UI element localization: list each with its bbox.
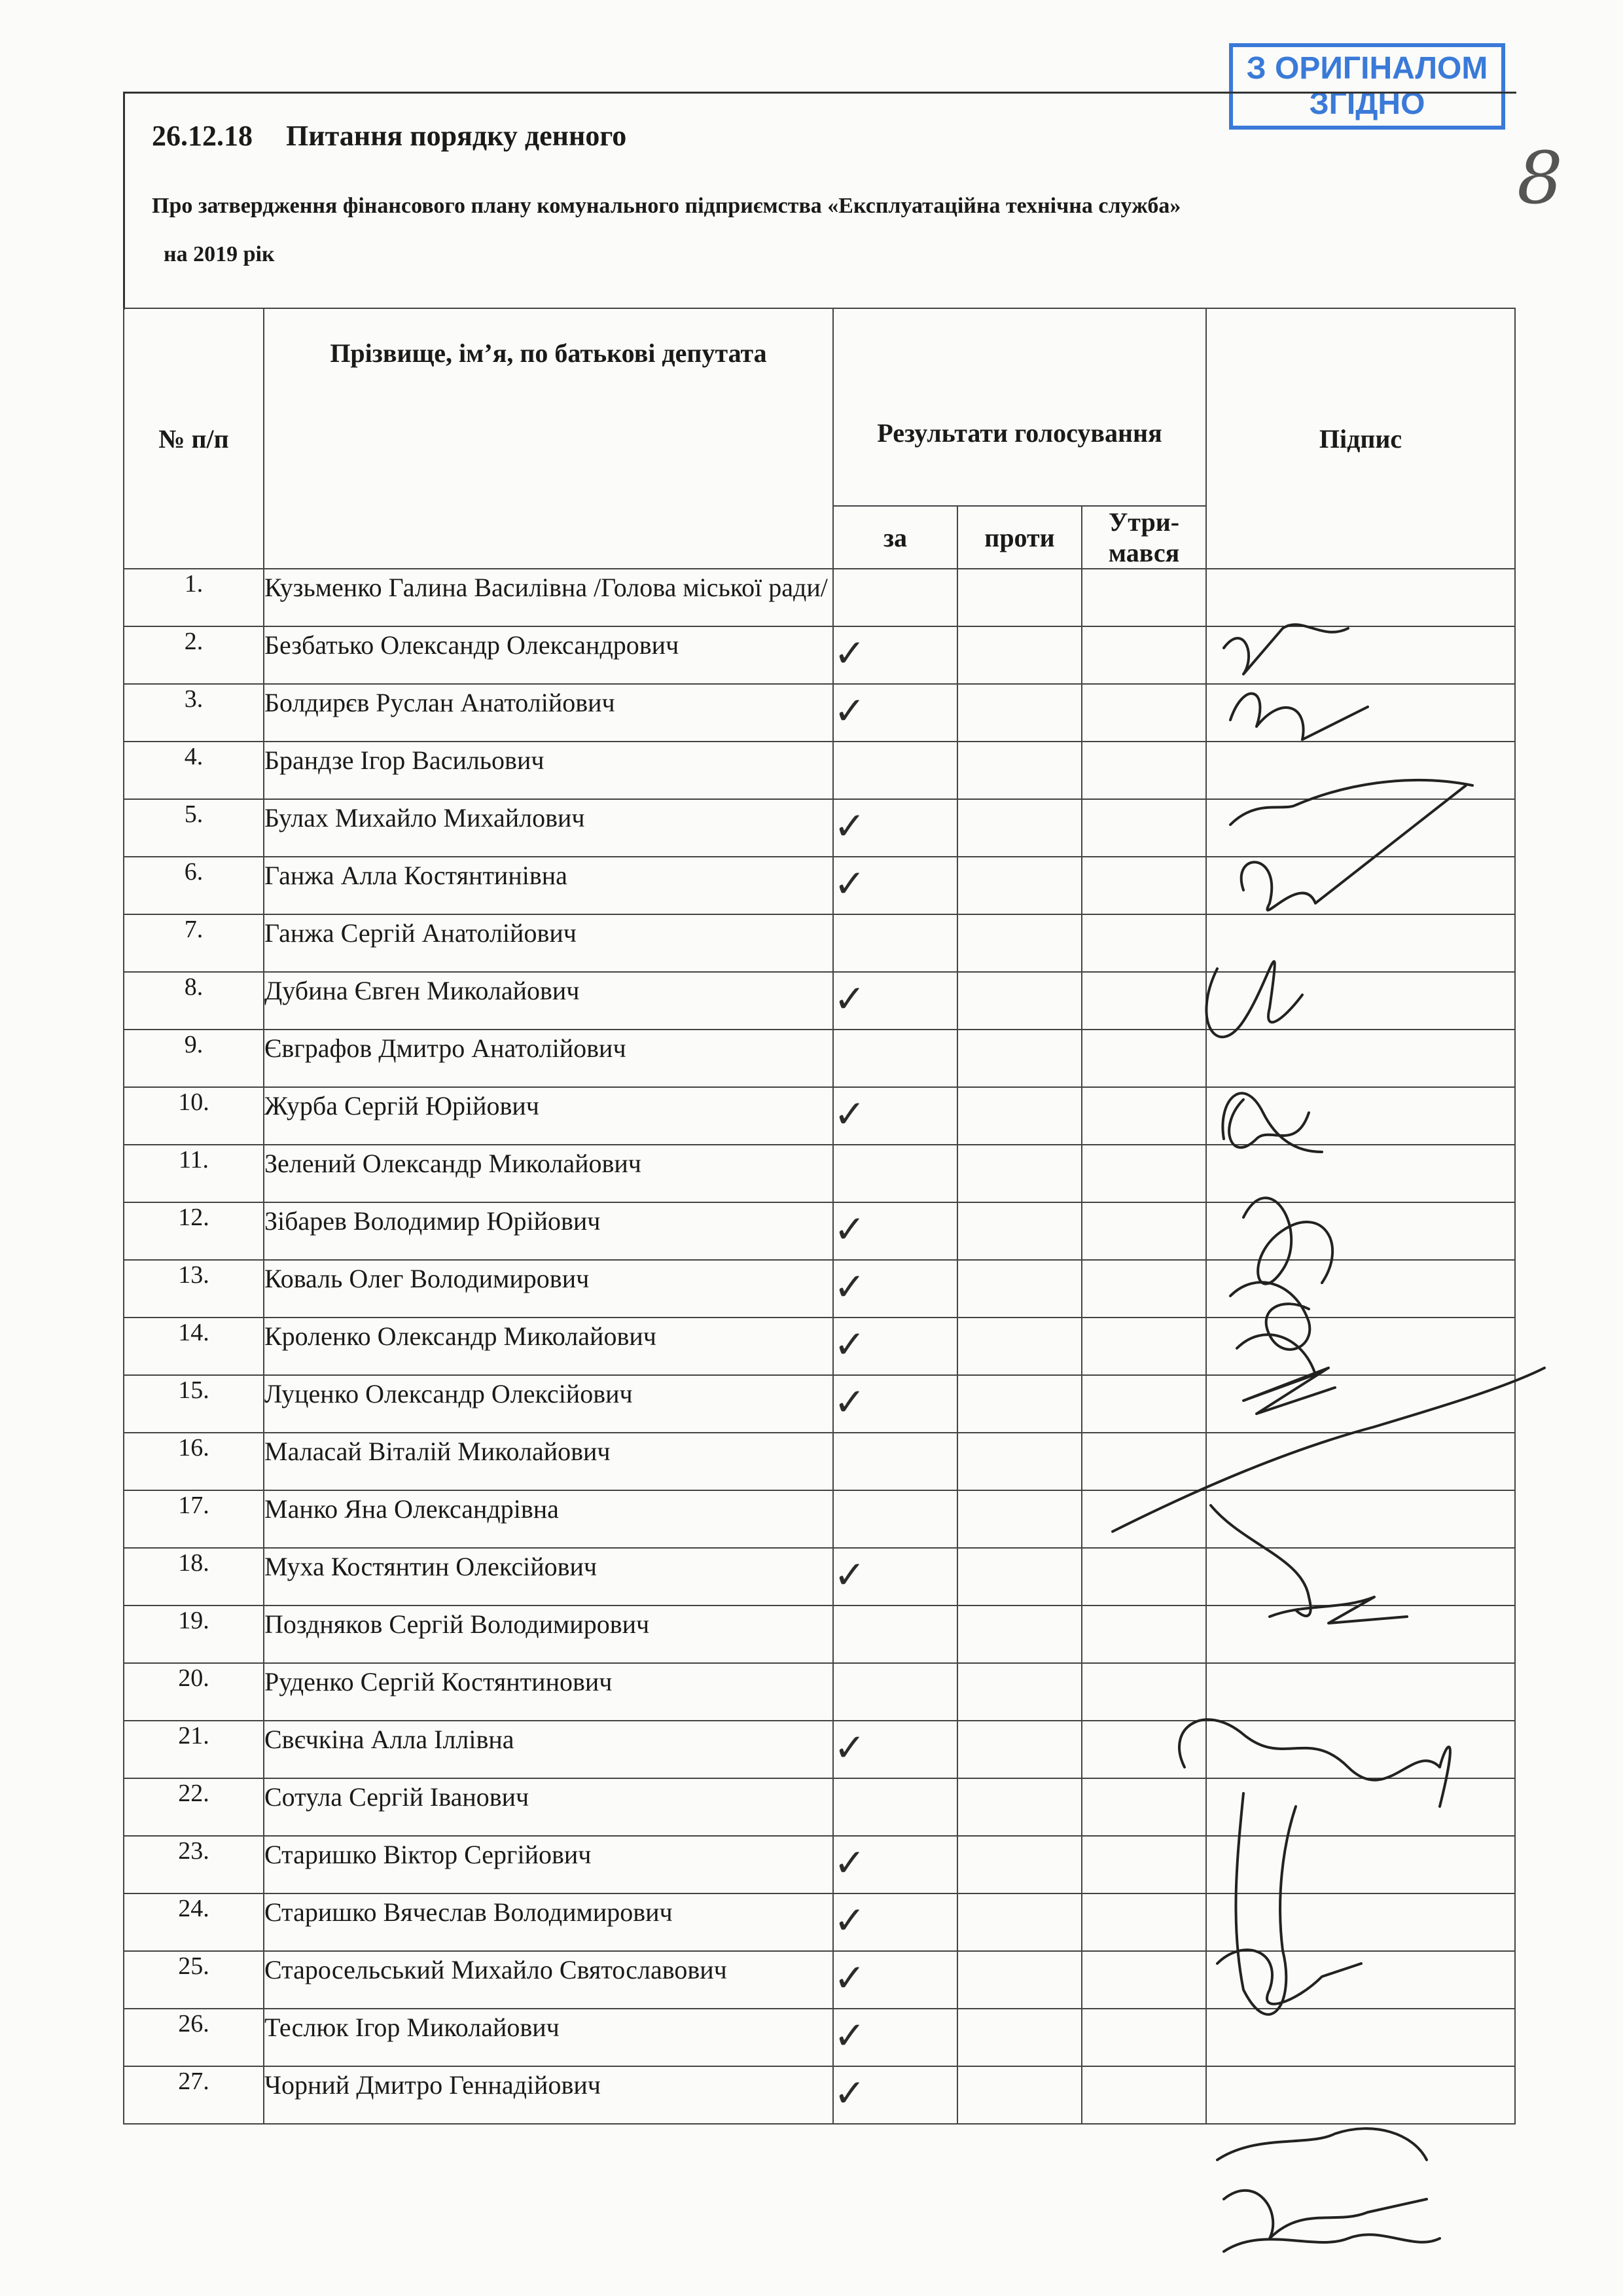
vote-for-cell (833, 1433, 957, 1490)
deputy-name: Євграфов Дмитро Анатолійович (264, 1030, 833, 1087)
vote-abstained-cell (1082, 1318, 1206, 1375)
vote-for-cell: ✓ (833, 799, 957, 857)
table-row (124, 1836, 1515, 1893)
deputy-name: Сотула Сергій Іванович (264, 1778, 833, 1836)
vote-for-cell: ✓ (833, 1087, 957, 1145)
table-row (124, 2066, 1515, 2124)
table-row (124, 1605, 1515, 1663)
row-number: 14. (124, 1318, 264, 1375)
vote-for-cell: ✓ (833, 626, 957, 684)
vote-against-cell (957, 1836, 1082, 1893)
signature-cell (1206, 1778, 1515, 1836)
vote-against-cell (957, 1433, 1082, 1490)
vote-abstained-cell (1082, 799, 1206, 857)
signature-cell (1206, 1605, 1515, 1663)
row-number: 5. (124, 799, 264, 857)
table-row (124, 1663, 1515, 1721)
table-row (124, 1318, 1515, 1375)
row-number: 26. (124, 2009, 264, 2066)
table-row (124, 1087, 1515, 1145)
header-abstained: Утри-мався (1082, 506, 1206, 569)
vote-abstained-cell (1082, 1951, 1206, 2009)
vote-against-cell (957, 1548, 1082, 1605)
vote-for-cell (833, 742, 957, 799)
signature-cell (1206, 2009, 1515, 2066)
vote-abstained-cell (1082, 1030, 1206, 1087)
table-row (124, 684, 1515, 742)
vote-for-cell (833, 1778, 957, 1836)
signature-cell (1206, 1375, 1515, 1433)
vote-abstained-cell (1082, 1490, 1206, 1548)
signature-cell (1206, 2066, 1515, 2124)
vote-against-cell (957, 972, 1082, 1030)
vote-against-cell (957, 626, 1082, 684)
signature-cell (1206, 972, 1515, 1030)
vote-against-cell (957, 1318, 1082, 1375)
deputy-name: Ганжа Сергій Анатолійович (264, 914, 833, 972)
signature-cell (1206, 1260, 1515, 1318)
signature-cell (1206, 1663, 1515, 1721)
row-number: 11. (124, 1145, 264, 1202)
table-row (124, 1030, 1515, 1087)
vote-abstained-cell (1082, 1202, 1206, 1260)
vote-against-cell (957, 1951, 1082, 2009)
vote-for-cell: ✓ (833, 684, 957, 742)
row-number: 15. (124, 1375, 264, 1433)
signature-cell (1206, 1548, 1515, 1605)
vote-against-cell (957, 914, 1082, 972)
voting-table (123, 308, 1516, 2125)
vote-against-cell (957, 569, 1082, 626)
header-number: № п/п (124, 308, 264, 569)
vote-for-cell (833, 1490, 957, 1548)
signature-cell (1206, 742, 1515, 799)
vote-against-cell (957, 2009, 1082, 2066)
vote-abstained-cell (1082, 1721, 1206, 1778)
vote-for-cell: ✓ (833, 1951, 957, 2009)
vote-against-cell (957, 1893, 1082, 1951)
vote-against-cell (957, 1778, 1082, 1836)
vote-for-cell: ✓ (833, 1893, 957, 1951)
agenda-year: на 2019 рік (164, 242, 275, 266)
signature-cell (1206, 1893, 1515, 1951)
vote-against-cell (957, 799, 1082, 857)
row-number: 25. (124, 1951, 264, 2009)
header-signature: Підпис (1206, 308, 1515, 569)
deputy-name: Ганжа Алла Костянтинівна (264, 857, 833, 914)
row-number: 18. (124, 1548, 264, 1605)
table-row (124, 569, 1515, 626)
table-row (124, 1260, 1515, 1318)
table-row (124, 626, 1515, 684)
deputy-name: Старосельський Михайло Святославович (264, 1951, 833, 2009)
vote-abstained-cell (1082, 1605, 1206, 1663)
agenda-subject: Про затвердження фінансового плану комунального підприємства «Експлуатаційна технічна служба» (152, 194, 1181, 218)
vote-abstained-cell (1082, 569, 1206, 626)
table-row (124, 1548, 1515, 1605)
signature-cell (1206, 626, 1515, 684)
table-row (124, 1433, 1515, 1490)
vote-for-cell: ✓ (833, 1721, 957, 1778)
vote-for-cell: ✓ (833, 1260, 957, 1318)
deputy-name: Зібарев Володимир Юрійович (264, 1202, 833, 1260)
signature-cell (1206, 569, 1515, 626)
deputy-name: Журба Сергій Юрійович (264, 1087, 833, 1145)
row-number: 4. (124, 742, 264, 799)
vote-against-cell (957, 1605, 1082, 1663)
signature-cell (1206, 1433, 1515, 1490)
header-against: проти (957, 506, 1082, 569)
signature-cell (1206, 1145, 1515, 1202)
vote-for-cell (833, 1145, 957, 1202)
table-row (124, 1721, 1515, 1778)
row-number: 3. (124, 684, 264, 742)
vote-abstained-cell (1082, 914, 1206, 972)
signature-cell (1206, 1030, 1515, 1087)
signature-cell (1206, 1202, 1515, 1260)
row-number: 27. (124, 2066, 264, 2124)
vote-against-cell (957, 742, 1082, 799)
vote-abstained-cell (1082, 1548, 1206, 1605)
deputy-name: Теслюк Ігор Миколайович (264, 2009, 833, 2066)
vote-against-cell (957, 1375, 1082, 1433)
row-number: 22. (124, 1778, 264, 1836)
table-row (124, 2009, 1515, 2066)
table-row (124, 1375, 1515, 1433)
deputy-name: Маласай Віталій Миколайович (264, 1433, 833, 1490)
signature-mark (1224, 2234, 1440, 2251)
deputy-name: Старишко Вячеслав Володимирович (264, 1893, 833, 1951)
table-row (124, 914, 1515, 972)
vote-against-cell (957, 1202, 1082, 1260)
meeting-date: 26.12.18 (152, 120, 253, 152)
vote-abstained-cell (1082, 626, 1206, 684)
vote-against-cell (957, 857, 1082, 914)
deputy-name: Луценко Олександр Олексійович (264, 1375, 833, 1433)
vote-abstained-cell (1082, 1375, 1206, 1433)
vote-against-cell (957, 1030, 1082, 1087)
vote-abstained-cell (1082, 2009, 1206, 2066)
deputy-name: Руденко Сергій Костянтинович (264, 1663, 833, 1721)
row-number: 12. (124, 1202, 264, 1260)
vote-against-cell (957, 1145, 1082, 1202)
table-row (124, 742, 1515, 799)
vote-for-cell: ✓ (833, 2009, 957, 2066)
vote-abstained-cell (1082, 1087, 1206, 1145)
deputy-name: Дубина Євген Миколайович (264, 972, 833, 1030)
vote-for-cell (833, 1605, 957, 1663)
header-for: за (833, 506, 957, 569)
vote-abstained-cell (1082, 1836, 1206, 1893)
table-row (124, 1145, 1515, 1202)
vote-for-cell: ✓ (833, 857, 957, 914)
vote-abstained-cell (1082, 1260, 1206, 1318)
table-row (124, 1202, 1515, 1260)
deputy-name: Зелений Олександр Миколайович (264, 1145, 833, 1202)
deputy-name: Чорний Дмитро Геннадійович (264, 2066, 833, 2124)
vote-for-cell: ✓ (833, 1375, 957, 1433)
sheet-number: 8 (1517, 136, 1563, 220)
row-number: 9. (124, 1030, 264, 1087)
row-number: 17. (124, 1490, 264, 1548)
table-row (124, 1951, 1515, 2009)
vote-for-cell: ✓ (833, 972, 957, 1030)
vote-for-cell (833, 1030, 957, 1087)
row-number: 24. (124, 1893, 264, 1951)
deputy-name: Кроленко Олександр Миколайович (264, 1318, 833, 1375)
deputy-name: Свєчкіна Алла Іллівна (264, 1721, 833, 1778)
deputy-name: Брандзе Ігор Васильович (264, 742, 833, 799)
table-row (124, 799, 1515, 857)
row-number: 7. (124, 914, 264, 972)
vote-against-cell (957, 1087, 1082, 1145)
row-number: 8. (124, 972, 264, 1030)
signature-cell (1206, 799, 1515, 857)
vote-for-cell: ✓ (833, 1202, 957, 1260)
agenda-title (152, 119, 626, 152)
row-number: 23. (124, 1836, 264, 1893)
vote-abstained-cell (1082, 972, 1206, 1030)
row-number: 1. (124, 569, 264, 626)
agenda-heading: Питання порядку денного (286, 120, 627, 152)
vote-abstained-cell (1082, 1433, 1206, 1490)
row-number: 21. (124, 1721, 264, 1778)
signature-cell (1206, 1836, 1515, 1893)
vote-abstained-cell (1082, 742, 1206, 799)
row-number: 10. (124, 1087, 264, 1145)
deputy-name: Болдирєв Руслан Анатолійович (264, 684, 833, 742)
deputy-name: Коваль Олег Володимирович (264, 1260, 833, 1318)
vote-against-cell (957, 1260, 1082, 1318)
vote-abstained-cell (1082, 1778, 1206, 1836)
vote-against-cell (957, 2066, 1082, 2124)
vote-for-cell (833, 914, 957, 972)
vote-abstained-cell (1082, 684, 1206, 742)
table-row (124, 1490, 1515, 1548)
voting-rows (124, 569, 1515, 2124)
signature-mark (1224, 2191, 1427, 2238)
vote-for-cell: ✓ (833, 1318, 957, 1375)
signature-mark (1217, 2128, 1427, 2160)
row-number: 2. (124, 626, 264, 684)
signature-cell (1206, 857, 1515, 914)
signature-cell (1206, 1721, 1515, 1778)
row-number: 6. (124, 857, 264, 914)
signature-cell (1206, 1318, 1515, 1375)
deputy-name: Безбатько Олександр Олександрович (264, 626, 833, 684)
deputy-name: Старишко Віктор Сергійович (264, 1836, 833, 1893)
signature-cell (1206, 1087, 1515, 1145)
vote-abstained-cell (1082, 1145, 1206, 1202)
vote-against-cell (957, 684, 1082, 742)
table-row (124, 1893, 1515, 1951)
row-number: 20. (124, 1663, 264, 1721)
stamp-line-2: ЗГІДНО (1309, 86, 1425, 121)
header-name: Прізвище, ім’я, по батькові депутата (264, 308, 833, 569)
vote-for-cell (833, 1663, 957, 1721)
vote-for-cell: ✓ (833, 1548, 957, 1605)
vote-abstained-cell (1082, 1663, 1206, 1721)
signature-cell (1206, 1951, 1515, 2009)
vote-for-cell: ✓ (833, 1836, 957, 1893)
deputy-name: Булах Михайло Михайлович (264, 799, 833, 857)
vote-for-cell: ✓ (833, 2066, 957, 2124)
row-number: 13. (124, 1260, 264, 1318)
signature-cell (1206, 684, 1515, 742)
deputy-name: Поздняков Сергій Володимирович (264, 1605, 833, 1663)
table-row (124, 972, 1515, 1030)
signature-cell (1206, 914, 1515, 972)
vote-abstained-cell (1082, 2066, 1206, 2124)
signature-cell (1206, 1490, 1515, 1548)
header-results: Результати голосування (833, 308, 1206, 506)
vote-abstained-cell (1082, 1893, 1206, 1951)
deputy-name: Манко Яна Олександрівна (264, 1490, 833, 1548)
table-row (124, 857, 1515, 914)
vote-against-cell (957, 1663, 1082, 1721)
stamp-line-1: З ОРИГІНАЛОМ (1246, 51, 1488, 86)
table-row (124, 1778, 1515, 1836)
deputy-name: Муха Костянтин Олексійович (264, 1548, 833, 1605)
row-number: 16. (124, 1433, 264, 1490)
vote-against-cell (957, 1721, 1082, 1778)
deputy-name: Кузьменко Галина Василівна /Голова міської ради/ (264, 569, 833, 626)
vote-abstained-cell (1082, 857, 1206, 914)
vote-against-cell (957, 1490, 1082, 1548)
vote-for-cell (833, 569, 957, 626)
row-number: 19. (124, 1605, 264, 1663)
